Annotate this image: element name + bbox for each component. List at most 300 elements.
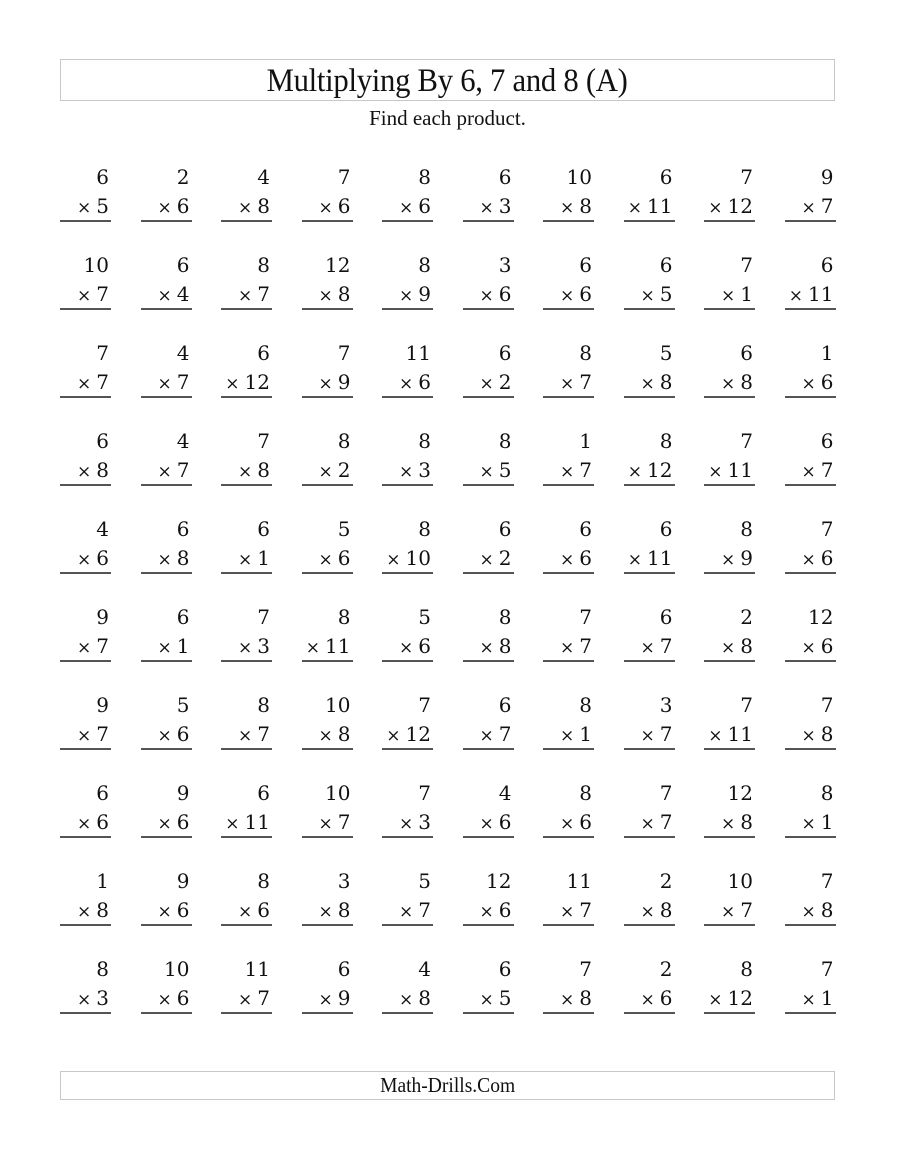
answer-line: [221, 1012, 272, 1014]
multiplier: 6: [820, 634, 834, 658]
multiplier-line: [158, 544, 190, 574]
multiplication-problem: [302, 339, 353, 399]
answer-line: [60, 308, 111, 310]
multiplication-problem: [141, 691, 192, 751]
answer-line: [60, 660, 111, 662]
multiplicand: 10: [325, 693, 351, 717]
multiplier: 6: [659, 986, 673, 1010]
answer-line: [704, 572, 755, 574]
multiplier-line: [77, 544, 109, 574]
multiplier: 8: [740, 634, 753, 658]
multiplication-problem: [302, 603, 353, 663]
multiplier-line: [721, 808, 753, 838]
multiplier: 12: [244, 370, 270, 394]
multiply-sign-icon: ×: [479, 198, 494, 218]
multiplication-problem: [463, 867, 514, 927]
multiply-sign-icon: ×: [77, 550, 92, 570]
multiplication-problem: [382, 339, 433, 399]
answer-line: [302, 1012, 353, 1014]
multiplicand: 8: [740, 957, 753, 981]
answer-line: [543, 308, 594, 310]
multiplier: 7: [498, 722, 512, 746]
multiplier: 6: [337, 546, 351, 570]
multiplier: 7: [579, 370, 592, 394]
multiplier: 12: [405, 722, 431, 746]
multiplicand: 8: [337, 429, 351, 453]
multiplication-problem: [141, 955, 192, 1015]
multiplier-line: [399, 192, 431, 222]
multiplier: 1: [820, 810, 834, 834]
answer-line: [704, 836, 755, 838]
multiply-sign-icon: ×: [640, 814, 655, 834]
multiplier: 8: [659, 370, 673, 394]
multiplier-line: [77, 280, 109, 310]
multiply-sign-icon: ×: [721, 638, 736, 658]
multiplier-line: [480, 280, 512, 310]
multiply-sign-icon: ×: [399, 462, 414, 482]
answer-line: [785, 484, 836, 486]
problem-row: [60, 251, 840, 339]
multiply-sign-icon: ×: [157, 990, 172, 1010]
multiplier: 1: [579, 722, 592, 746]
multiplier-line: [77, 984, 109, 1014]
multiplicand: 7: [740, 693, 753, 717]
multiplier-line: [628, 544, 673, 574]
multiplier: 9: [337, 370, 351, 394]
multiplication-problem: [543, 251, 594, 311]
multiplier-line: [225, 368, 270, 398]
multiplication-problem: [463, 603, 514, 663]
multiplier: 8: [176, 546, 190, 570]
multiplicand: 8: [498, 605, 512, 629]
multiply-sign-icon: ×: [560, 286, 575, 306]
multiplier: 6: [96, 546, 109, 570]
answer-line: [221, 924, 272, 926]
answer-line: [463, 660, 514, 662]
answer-line: [463, 572, 514, 574]
multiplicand: 2: [176, 165, 190, 189]
answer-line: [543, 836, 594, 838]
multiplication-problem: [60, 779, 111, 839]
multiplication-problem: [543, 955, 594, 1015]
multiplier: 9: [740, 546, 753, 570]
problem-grid: [60, 163, 840, 1043]
answer-line: [382, 572, 433, 574]
answer-line: [785, 220, 836, 222]
multiplication-problem: [141, 867, 192, 927]
multiplier-line: [560, 544, 592, 574]
multiply-sign-icon: ×: [708, 198, 723, 218]
multiplier: 8: [579, 194, 592, 218]
multiplier-line: [708, 720, 753, 750]
answer-line: [60, 572, 111, 574]
multiplicand: 6: [498, 693, 512, 717]
multiplier-line: [399, 632, 431, 662]
answer-line: [785, 836, 836, 838]
multiplication-problem: [543, 515, 594, 575]
answer-line: [60, 396, 111, 398]
multiplication-problem: [704, 427, 755, 487]
multiplier: 8: [579, 986, 592, 1010]
problem-row: [60, 515, 840, 603]
answer-line: [463, 308, 514, 310]
multiplier-line: [77, 192, 109, 222]
multiplication-problem: [704, 603, 755, 663]
multiplicand: 6: [257, 341, 270, 365]
answer-line: [463, 484, 514, 486]
multiplication-problem: [221, 427, 272, 487]
multiplication-problem: [382, 779, 433, 839]
answer-line: [624, 1012, 675, 1014]
multiplier-line: [319, 456, 351, 486]
multiplier: 3: [498, 194, 512, 218]
answer-line: [221, 572, 272, 574]
multiply-sign-icon: ×: [801, 462, 816, 482]
multiplication-problem: [302, 515, 353, 575]
multiplication-problem: [302, 867, 353, 927]
multiplier-line: [802, 720, 834, 750]
multiplication-problem: [543, 603, 594, 663]
multiplier: 7: [96, 722, 109, 746]
multiply-sign-icon: ×: [640, 726, 655, 746]
multiplication-problem: [463, 691, 514, 751]
multiplicand: 8: [96, 957, 109, 981]
multiplication-problem: [221, 955, 272, 1015]
multiplication-problem: [141, 515, 192, 575]
multiply-sign-icon: ×: [157, 902, 172, 922]
multiplicand: 7: [820, 517, 834, 541]
multiplier-line: [399, 280, 431, 310]
multiplicand: 11: [405, 341, 431, 365]
multiplier-line: [480, 544, 512, 574]
multiplier-line: [721, 368, 753, 398]
multiply-sign-icon: ×: [399, 990, 414, 1010]
multiplicand: 5: [337, 517, 351, 541]
multiplier-line: [560, 808, 592, 838]
answer-line: [543, 1012, 594, 1014]
worksheet-instructions: Find each product.: [369, 106, 526, 130]
multiplicand: 11: [244, 957, 270, 981]
multiply-sign-icon: ×: [801, 990, 816, 1010]
multiplication-problem: [543, 779, 594, 839]
multiplication-problem: [785, 251, 836, 311]
multiply-sign-icon: ×: [77, 726, 92, 746]
multiplicand: 6: [96, 781, 109, 805]
multiplicand: 7: [820, 957, 834, 981]
multiply-sign-icon: ×: [640, 374, 655, 394]
footer-box: [60, 1071, 835, 1100]
multiplication-problem: [302, 251, 353, 311]
multiplier-line: [319, 808, 351, 838]
problem-row: [60, 867, 840, 955]
answer-line: [463, 924, 514, 926]
multiplier: 3: [96, 986, 109, 1010]
multiplication-problem: [221, 251, 272, 311]
answer-line: [141, 1012, 192, 1014]
multiplicand: 10: [325, 781, 351, 805]
multiplication-problem: [302, 691, 353, 751]
answer-line: [704, 396, 755, 398]
multiplication-problem: [221, 691, 272, 751]
multiplier: 12: [727, 986, 753, 1010]
multiplication-problem: [221, 339, 272, 399]
answer-line: [624, 396, 675, 398]
multiplier-line: [480, 896, 512, 926]
multiplicand: 9: [820, 165, 834, 189]
multiplier: 7: [820, 458, 834, 482]
multiplier-line: [641, 632, 673, 662]
worksheet-title-box: [60, 59, 835, 101]
multiplier: 6: [176, 898, 190, 922]
answer-line: [624, 924, 675, 926]
answer-line: [141, 220, 192, 222]
multiplier: 2: [498, 370, 512, 394]
multiplier: 7: [257, 986, 270, 1010]
multiplicand: 2: [659, 869, 673, 893]
answer-line: [463, 220, 514, 222]
answer-line: [543, 484, 594, 486]
multiplier-line: [721, 544, 753, 574]
multiplier: 2: [337, 458, 351, 482]
answer-line: [221, 220, 272, 222]
multiplier: 11: [727, 722, 753, 746]
answer-line: [785, 308, 836, 310]
multiplication-problem: [60, 603, 111, 663]
multiplicand: 9: [96, 693, 109, 717]
multiplication-problem: [785, 339, 836, 399]
multiply-sign-icon: ×: [640, 902, 655, 922]
multiply-sign-icon: ×: [157, 550, 172, 570]
multiplicand: 2: [659, 957, 673, 981]
multiplier: 3: [418, 810, 431, 834]
answer-line: [382, 484, 433, 486]
multiplicand: 8: [820, 781, 834, 805]
multiplier: 9: [418, 282, 431, 306]
multiplicand: 6: [579, 517, 592, 541]
multiplier: 9: [337, 986, 351, 1010]
multiplication-problem: [624, 691, 675, 751]
multiplicand: 1: [96, 869, 109, 893]
multiplier-line: [158, 280, 190, 310]
multiplicand: 5: [176, 693, 190, 717]
multiply-sign-icon: ×: [157, 286, 172, 306]
multiplication-problem: [704, 251, 755, 311]
multiplicand: 9: [96, 605, 109, 629]
multiplier: 6: [820, 546, 834, 570]
multiplicand: 4: [257, 165, 270, 189]
multiplicand: 7: [820, 693, 834, 717]
multiplier: 8: [96, 898, 109, 922]
multiplier-line: [480, 456, 512, 486]
answer-line: [382, 836, 433, 838]
multiplication-problem: [60, 251, 111, 311]
multiplier-line: [480, 192, 512, 222]
answer-line: [302, 396, 353, 398]
multiplicand: 4: [498, 781, 512, 805]
multiplier: 7: [659, 634, 673, 658]
multiplication-problem: [463, 427, 514, 487]
multiplication-problem: [60, 515, 111, 575]
multiply-sign-icon: ×: [801, 814, 816, 834]
multiplier: 6: [579, 546, 592, 570]
answer-line: [704, 660, 755, 662]
multiplicand: 12: [808, 605, 834, 629]
multiplicand: 8: [337, 605, 351, 629]
multiplication-problem: [785, 603, 836, 663]
multiplier-line: [238, 456, 270, 486]
answer-line: [302, 836, 353, 838]
answer-line: [221, 396, 272, 398]
multiply-sign-icon: ×: [399, 902, 414, 922]
multiplicand: 6: [659, 605, 673, 629]
multiply-sign-icon: ×: [560, 198, 575, 218]
multiply-sign-icon: ×: [386, 550, 401, 570]
multiply-sign-icon: ×: [721, 814, 736, 834]
multiplier: 3: [418, 458, 431, 482]
multiply-sign-icon: ×: [318, 990, 333, 1010]
answer-line: [60, 1012, 111, 1014]
multiply-sign-icon: ×: [77, 374, 92, 394]
multiplicand: 6: [579, 253, 592, 277]
multiplicand: 6: [96, 165, 109, 189]
multiplicand: 8: [740, 517, 753, 541]
multiplicand: 7: [740, 429, 753, 453]
multiply-sign-icon: ×: [560, 726, 575, 746]
multiplier-line: [802, 896, 834, 926]
multiplier: 6: [176, 194, 190, 218]
multiply-sign-icon: ×: [399, 638, 414, 658]
multiplicand: 7: [257, 605, 270, 629]
multiply-sign-icon: ×: [305, 638, 321, 658]
answer-line: [221, 660, 272, 662]
multiplicand: 11: [566, 869, 592, 893]
multiplicand: 6: [176, 253, 190, 277]
multiply-sign-icon: ×: [560, 374, 575, 394]
multiplier: 8: [96, 458, 109, 482]
multiply-sign-icon: ×: [238, 462, 253, 482]
multiplier: 1: [740, 282, 753, 306]
multiply-sign-icon: ×: [318, 726, 333, 746]
multiplication-problem: [221, 603, 272, 663]
multiply-sign-icon: ×: [479, 638, 494, 658]
multiplier: 11: [647, 546, 673, 570]
multiply-sign-icon: ×: [801, 198, 816, 218]
multiplier-line: [158, 720, 190, 750]
multiplication-problem: [221, 515, 272, 575]
multiply-sign-icon: ×: [77, 638, 92, 658]
answer-line: [624, 748, 675, 750]
multiplier: 6: [418, 370, 431, 394]
multiply-sign-icon: ×: [77, 990, 92, 1010]
multiplication-problem: [463, 163, 514, 223]
multiplicand: 7: [820, 869, 834, 893]
answer-line: [141, 748, 192, 750]
multiplicand: 7: [337, 165, 351, 189]
multiplication-problem: [543, 691, 594, 751]
multiplication-problem: [463, 515, 514, 575]
multiplication-problem: [382, 515, 433, 575]
multiplier: 6: [96, 810, 109, 834]
multiplication-problem: [624, 251, 675, 311]
multiply-sign-icon: ×: [627, 198, 643, 218]
multiplicand: 7: [96, 341, 109, 365]
multiplier-line: [480, 984, 512, 1014]
multiplicand: 6: [257, 781, 270, 805]
multiply-sign-icon: ×: [627, 550, 643, 570]
multiplication-problem: [141, 251, 192, 311]
multiply-sign-icon: ×: [479, 814, 494, 834]
multiplication-problem: [60, 163, 111, 223]
multiply-sign-icon: ×: [157, 374, 172, 394]
answer-line: [543, 748, 594, 750]
multiplier: 6: [498, 810, 512, 834]
multiplication-problem: [704, 691, 755, 751]
answer-line: [302, 484, 353, 486]
answer-line: [624, 572, 675, 574]
multiplier-line: [306, 632, 351, 662]
multiplicand: 8: [418, 253, 431, 277]
multiplier-line: [158, 808, 190, 838]
multiplication-problem: [463, 779, 514, 839]
multiplier-line: [77, 456, 109, 486]
multiplication-problem: [624, 427, 675, 487]
multiplication-problem: [704, 779, 755, 839]
multiplicand: 8: [579, 693, 592, 717]
multiplication-problem: [624, 603, 675, 663]
multiplier: 7: [820, 194, 834, 218]
multiplier: 12: [727, 194, 753, 218]
multiplier: 11: [808, 282, 834, 306]
multiply-sign-icon: ×: [77, 814, 92, 834]
multiply-sign-icon: ×: [788, 286, 804, 306]
multiplier: 8: [659, 898, 673, 922]
multiplicand: 6: [659, 517, 673, 541]
multiplier: 7: [96, 634, 109, 658]
multiplication-problem: [624, 339, 675, 399]
multiply-sign-icon: ×: [157, 198, 172, 218]
multiply-sign-icon: ×: [627, 462, 643, 482]
multiply-sign-icon: ×: [399, 814, 414, 834]
multiplicand: 8: [257, 869, 270, 893]
problem-row: [60, 955, 840, 1043]
multiplier-line: [641, 368, 673, 398]
multiply-sign-icon: ×: [77, 902, 92, 922]
multiplier-line: [225, 808, 270, 838]
multiplicand: 10: [566, 165, 592, 189]
multiply-sign-icon: ×: [238, 990, 253, 1010]
multiplicand: 7: [579, 605, 592, 629]
multiplicand: 7: [579, 957, 592, 981]
multiply-sign-icon: ×: [560, 990, 575, 1010]
multiplier: 6: [498, 898, 512, 922]
multiplier: 7: [659, 810, 673, 834]
answer-line: [60, 220, 111, 222]
multiplier: 1: [176, 634, 190, 658]
multiply-sign-icon: ×: [479, 726, 494, 746]
multiply-sign-icon: ×: [479, 550, 494, 570]
multiplier-line: [560, 720, 592, 750]
multiplicand: 4: [96, 517, 109, 541]
answer-line: [302, 748, 353, 750]
multiplication-problem: [60, 427, 111, 487]
multiplier-line: [802, 368, 834, 398]
multiplicand: 8: [418, 165, 431, 189]
problem-row: [60, 691, 840, 779]
multiplicand: 12: [486, 869, 512, 893]
answer-line: [382, 396, 433, 398]
multiplier: 6: [337, 194, 351, 218]
answer-line: [141, 572, 192, 574]
